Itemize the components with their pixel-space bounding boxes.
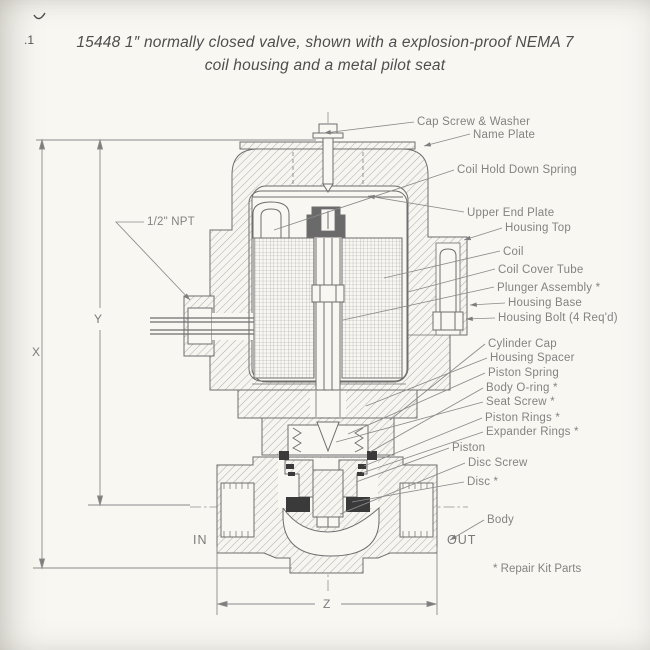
label-coil-hold-down-spring: Coil Hold Down Spring xyxy=(457,164,577,176)
housing-bolt-assembly xyxy=(433,243,463,335)
label-disc: Disc * xyxy=(467,476,499,488)
label-housing-top: Housing Top xyxy=(505,222,571,234)
plunger-tube xyxy=(316,238,340,412)
diagram-title-line1: 15448 1″ normally closed valve, shown with a explosion-proof NEMA 7 xyxy=(76,34,574,51)
label-upper-end-plate: Upper End Plate xyxy=(467,207,555,219)
label-name-plate: Name Plate xyxy=(473,129,536,141)
label-cylinder-cap: Cylinder Cap xyxy=(488,338,557,350)
leader-name-plate xyxy=(424,134,470,146)
label-housing-base: Housing Base xyxy=(508,297,582,309)
port-label-in: IN xyxy=(193,533,208,547)
label-cap-screw: Cap Screw & Washer xyxy=(417,116,531,128)
diagram-title-line2: coil housing and a metal pilot seat xyxy=(204,57,446,74)
coil-left xyxy=(254,238,314,378)
port-label-out: OUT xyxy=(447,533,477,547)
housing-bolt-hex-head xyxy=(433,312,463,330)
label-expander-rings: Expander Rings * xyxy=(486,426,579,438)
outlet-port-bore xyxy=(400,483,433,537)
label-piston: Piston xyxy=(452,442,486,454)
leader-housing-base xyxy=(470,303,505,305)
dimension-label-y: Y xyxy=(94,312,103,326)
leader-housing-bolt xyxy=(466,318,495,319)
dimension-label-z: Z xyxy=(323,597,331,611)
label-coil-cover-tube: Coil Cover Tube xyxy=(498,264,584,276)
label-housing-spacer: Housing Spacer xyxy=(490,352,575,364)
label-body-oring: Body O-ring * xyxy=(486,382,558,394)
dimension-label-x: X xyxy=(32,345,41,359)
disc-holder xyxy=(313,470,343,517)
scan-artifact-curl xyxy=(34,13,45,19)
repair-kit-footnote: * Repair Kit Parts xyxy=(493,563,582,575)
metal-pilot-seat xyxy=(307,207,345,237)
label-seat-screw: Seat Screw * xyxy=(486,396,555,408)
label-body: Body xyxy=(487,514,515,526)
label-disc-screw: Disc Screw xyxy=(468,457,528,469)
label-piston-spring: Piston Spring xyxy=(488,367,559,379)
valve-body xyxy=(217,451,437,573)
label-piston-rings: Piston Rings * xyxy=(485,412,561,424)
label-coil: Coil xyxy=(503,246,524,258)
label-npt: 1/2" NPT xyxy=(147,216,195,228)
label-housing-bolt: Housing Bolt (4 Req'd) xyxy=(498,312,618,324)
housing-bolt-shaft xyxy=(440,249,456,312)
inlet-port-bore xyxy=(221,483,254,537)
scan-edge-text-fragment: .1 xyxy=(24,33,35,47)
coil-right xyxy=(342,238,402,378)
label-plunger-assembly: Plunger Assembly * xyxy=(497,282,601,294)
leader-npt xyxy=(116,222,190,300)
bonnet-stack xyxy=(238,390,417,455)
leader-housing-top xyxy=(464,228,502,240)
